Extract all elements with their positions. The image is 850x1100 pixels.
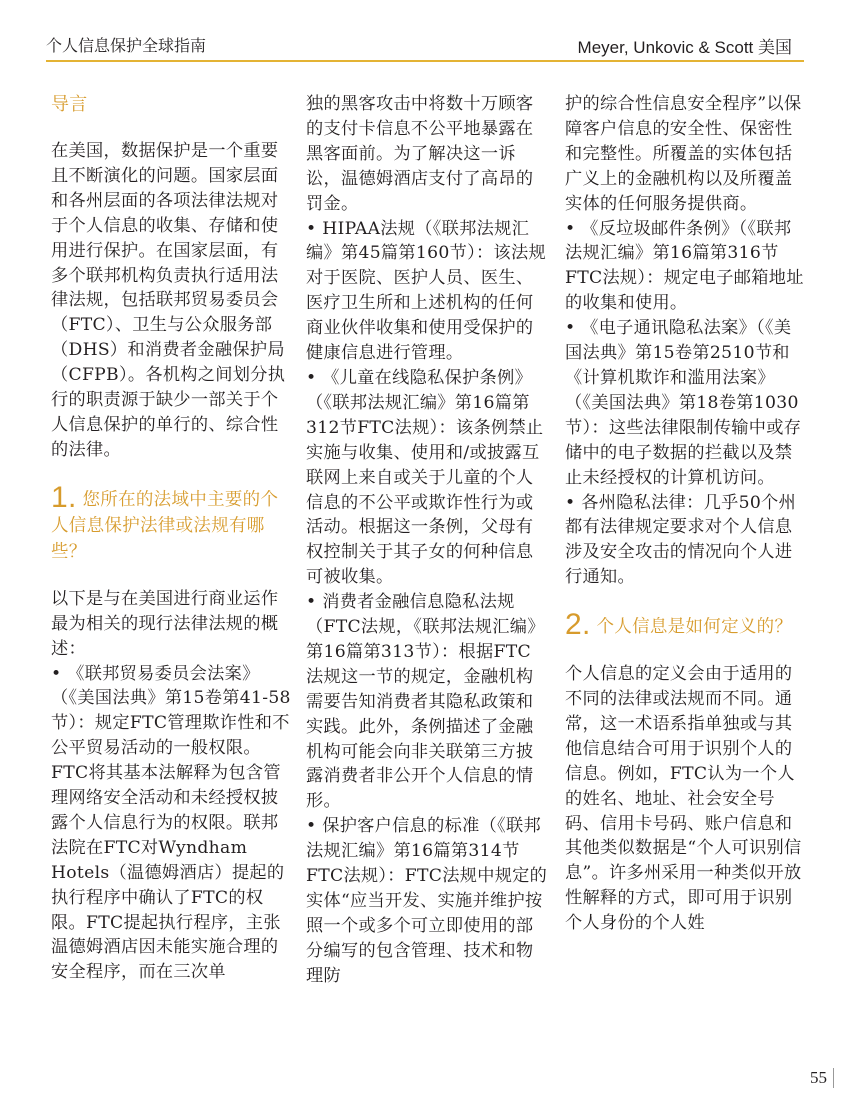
column-3	[565, 92, 807, 936]
column-2	[306, 92, 548, 989]
page-number: 55	[810, 1068, 834, 1088]
intro-heading: 导言	[51, 94, 88, 115]
safeguards-continuation: 护的综合性信息安全程序”以保障客户信息的安全性、保密性和完整性。所覆盖的实体包括广义上的金融机构以及所覆盖实体的任何服务提供商。	[565, 94, 802, 214]
column-1	[51, 92, 293, 985]
bullet-can-spam: • 《反垃圾邮件条例》（《联邦法规汇编》第16篇第316节FTC法规）：规定电子邮箱地址的收集和使用。	[565, 218, 804, 314]
question-2-paragraph: 个人信息的定义会由于适用的不同的法律或法规而不同。通常，这一术语系指单独或与其他信息结合可用于识别个人的信息。例如，FTC认为一个人的姓名、地址、社会安全号码、信用卡号码、账户信息和其他类似数据是“个人可识别信息”。许多州采用一种类似开放性解释的方式，即可用于识别个人身份的个人姓	[565, 664, 802, 934]
page-header	[0, 0, 850, 62]
header-divider	[46, 60, 804, 62]
question-2-number: 2.	[565, 608, 591, 642]
question-1-number: 1.	[51, 480, 77, 514]
firm-country-label: Meyer, Unkovic & Scott 美国	[577, 38, 792, 57]
question-2-heading	[565, 608, 807, 642]
intro-paragraph: 在美国，数据保护是一个重要且不断演化的问题。国家层面和各州层面的各项法律法规对于个人信息的收集、存储和使用进行保护。在国家层面，有多个联邦机构负责执行适用法律法规，包括联邦贸易委员会（FTC）、卫生与公众服务部（DHS）和消费者金融保护局（CFPB）。各机构之间划分执行的职责源于缺少一部关于个人信息保护的单行的、综合性的法律。	[51, 141, 286, 460]
wyndham-continuation: 独的黑客攻击中将数十万顾客的支付卡信息不公平地暴露在黑客面前。为了解决这一诉讼，温德姆酒店支付了高昂的罚金。	[306, 94, 534, 214]
question-1-text: 您所在的法域中主要的个人信息保护法律或法规有哪些？	[51, 489, 279, 562]
bullet-ftc-act: • 《联邦贸易委员会法案》（《美国法典》第15卷第41-58节）：规定FTC管理欺诈性和不公平贸易活动的一般权限。FTC将其基本法解释为包含管理网络安全活动和未经授权披露个人信息行为的权限。联邦法院在FTC对Wyndham Hotels（温德姆酒店）提起的执行程序中确认了FTC的权限。FTC提起执行程序，主张温德姆酒店因未能实施合理的安全程序，而在三次单	[51, 663, 291, 983]
question-1-lead: 以下是与在美国进行商业运作最为相关的现行法律法规的概述：	[51, 588, 279, 659]
document-title: 个人信息保护全球指南	[46, 36, 207, 55]
bullet-state-privacy-laws: • 各州隐私法律：几乎50个州都有法律规定要求对个人信息涉及安全攻击的情况向个人进行通知。	[565, 492, 797, 588]
question-1-heading	[51, 480, 293, 565]
bullet-safeguards-rule: • 保护客户信息的标准（《联邦法规汇编》第16篇第314节FTC法规）：FTC法规中规定的实体“应当开发、实施并维护按照一个或多个可立即使用的部分编写的包含管理、技术和物理防	[306, 816, 548, 986]
question-2-text: 个人信息是如何定义的？	[590, 617, 793, 638]
bullet-hipaa: • HIPAA法规（《联邦法规汇编》第45篇第160节）：该法规对于医院、医护人员、医生、医疗卫生所和上述机构的任何商业伙伴收集和使用受保护的健康信息进行管理。	[306, 218, 546, 364]
bullet-ecpa: • 《电子通讯隐私法案》（《美国法典》第15卷第2510节和《计算机欺诈和滥用法案》（《美国法典》第18卷第1030节）：这些法律限制传输中或存储中的电子数据的拦截以及禁止未经授权的计算机访问。	[565, 318, 802, 488]
bullet-consumer-financial-privacy: • 消费者金融信息隐私法规（FTC法规，《联邦法规汇编》第16篇第313节）：根据FTC法规这一节的规定，金融机构需要告知消费者其隐私政策和实践。此外，条例描述了金融机构可能会向非关联第三方披露消费者非公开个人信息的情形。	[306, 592, 545, 812]
bullet-coppa: • 《儿童在线隐私保护条例》（《联邦法规汇编》第16篇第312节FTC法规）：该条例禁止实施与收集、使用和/或披露互联网上来自或关于儿童的个人信息的不公平或欺诈性行为或活动。根据这一条例，父母有权控制关于其子女的何种信息可被收集。	[306, 367, 544, 588]
